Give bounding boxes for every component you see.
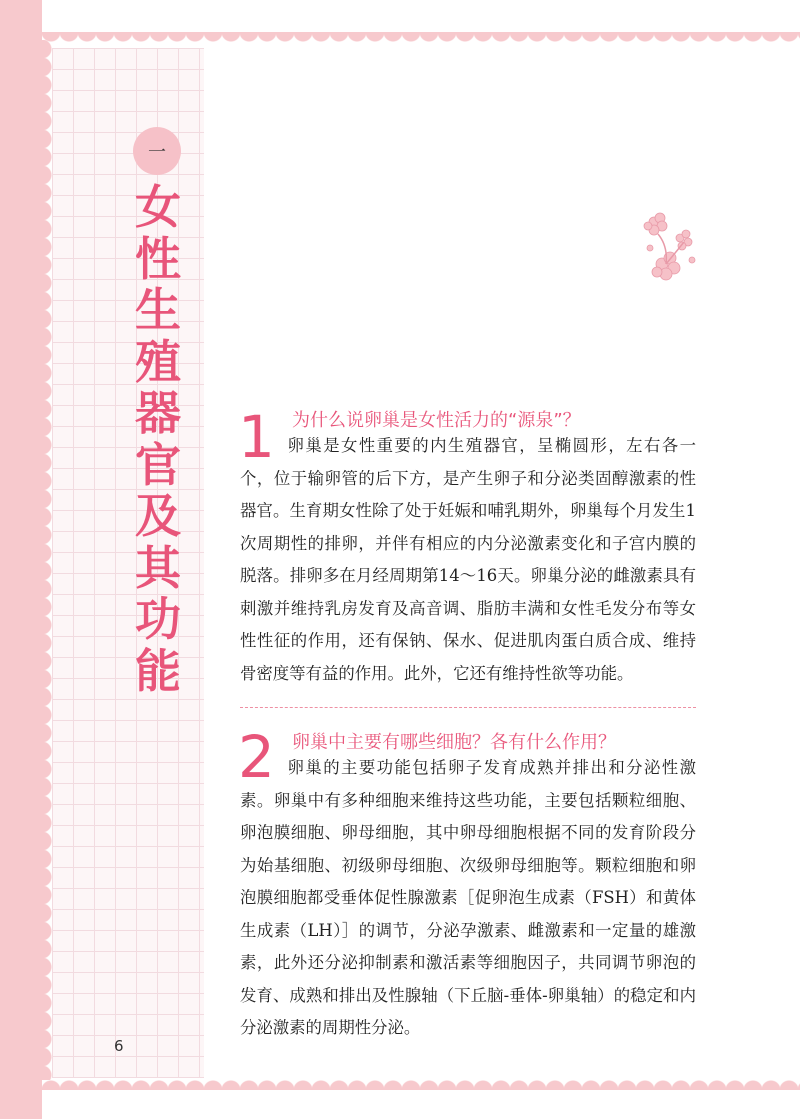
flower-decoration-icon [640,212,700,292]
section-1-number: 1 [238,403,275,471]
section-1-body: 卵巢是女性重要的内生殖器官，呈椭圆形，左右各一个，位于输卵管的后下方，是产生卵子和分泌类固醇激素的性器官。生育期女性除了处于妊娠和哺乳期外，卵巢每个月发生1次周期性的排卵，并伴有相应的内分泌激素变化和子宫内膜的脱落。排卵多在月经周期第14～16天。卵巢分泌的雌激素具有刺激并维持乳房发育及高音调、脂肪丰满和女性毛发分布等女性性征的作用，还有保钠、保水、促进肌肉蛋白质合成、维持骨密度等有益的作用。此外，它还有维持性欲等功能。 [240,436,696,683]
chapter-number-badge [133,127,181,175]
chapter-number: 一 [148,142,166,163]
section-1-title: 为什么说卵巢是女性活力的“源泉”？ [292,410,581,431]
section-2-body: 卵巢的主要功能包括卵子发育成熟并排出和分泌性激素。卵巢中有多种细胞来维持这些功能，主要包括颗粒细胞、卵泡膜细胞、卵母细胞，其中卵母细胞根据不同的发育阶段分为始基细胞、初级卵母细胞、次级卵母细胞等。颗粒细胞和卵泡膜细胞都受垂体促性腺激素［促卵泡生成素（FSH）和黄体生成素（LH）］的调节，分泌孕激素、雌激素和一定量的雄激素，此外还分泌抑制素和激活素等细胞因子，共同调节卵泡的发育、成熟和排出及性腺轴（下丘脑-垂体-卵巢轴）的稳定和内分泌激素的周期性分泌。 [240,758,696,1037]
section-2-title: 卵巢中主要有哪些细胞？各有什么作用？ [292,732,616,753]
chapter-title: 女性生殖器官及其功能 [135,180,181,698]
section-2-number: 2 [238,723,275,791]
page-number: 6 [114,1037,124,1055]
section-divider [240,707,696,708]
